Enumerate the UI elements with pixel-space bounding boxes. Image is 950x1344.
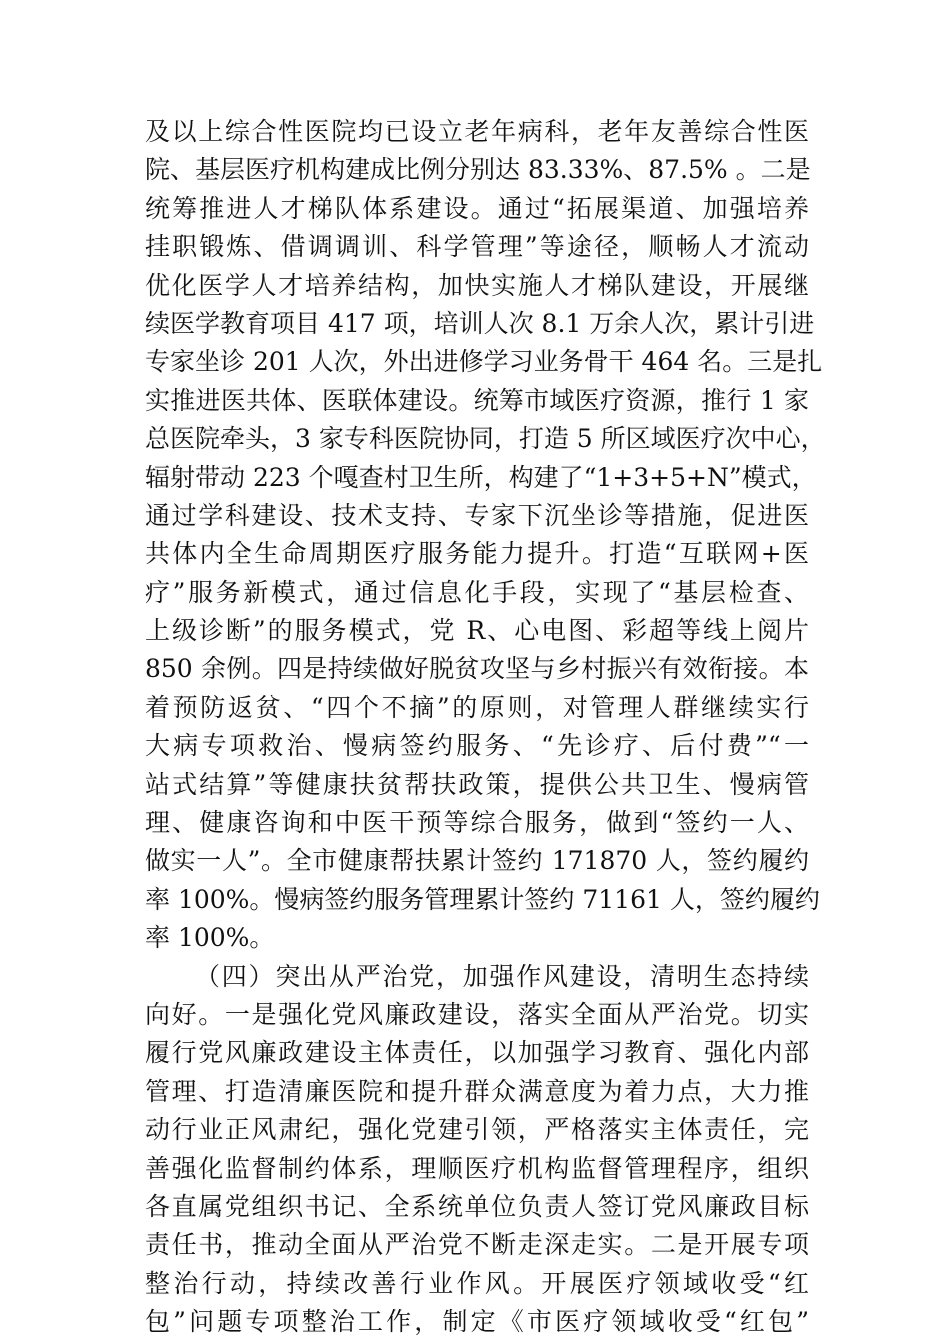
text-line: 包”问题专项整治工作，制定《市医疗领域收受“红包” [145,1307,809,1337]
text-line: 率 100%。慢病签约服务管理累计签约 71161 人，签约履约 [145,884,820,914]
text-line: 疗”服务新模式，通过信息化手段，实现了“基层检查、 [145,577,809,607]
text-line: 挂职锻炼、借调调训、科学管理”等途径，顺畅人才流动 [145,232,809,262]
text-line: 专家坐诊 201 人次，外出进修学习业务骨干 464 名。三是扎 [145,347,823,377]
text-line: 优化医学人才培养结构，加快实施人才梯队建设，开展继 [145,270,809,300]
section-heading-line: （四）突出从严治党，加强作风建设，清明生态持续 [195,961,809,991]
text-line: 动行业正风肃纪，强化党建引领，严格落实主体责任，完 [145,1115,809,1145]
text-line: 总医院牵头，3 家专科医院协同，打造 5 所区域医疗次中心， [145,424,826,454]
text-line: 统筹推进人才梯队体系建设。通过“拓展渠道、加强培养 [145,193,809,223]
text-line: 管理、打造清廉医院和提升群众满意度为着力点，大力推 [145,1076,809,1106]
text-line: 通过学科建设、技术支持、专家下沉坐诊等措施，促进医 [145,500,809,530]
text-line: 责任书，推动全面从严治党不断走深走实。二是开展专项 [145,1230,809,1260]
text-line: 做实一人”。全市健康帮扶累计签约 171870 人，签约履约 [145,846,809,876]
text-line: 院、基层医疗机构建成比例分别达 83.33%、87.5% 。二是 [145,155,811,185]
text-line: 共体内全生命周期医疗服务能力提升。打造“互联网+医 [145,539,809,569]
text-line: 履行党风廉政建设主体责任，以加强学习教育、强化内部 [145,1038,809,1068]
text-line: 辐射带动 223 个嘎查村卫生所，构建了“1+3+5+N”模式， [145,462,817,492]
text-line: 善强化监督制约体系，理顺医疗机构监督管理程序，组织 [145,1153,809,1183]
body-text [145,113,826,1342]
text-line: 850 余例。四是持续做好脱贫攻坚与乡村振兴有效衔接。本 [145,654,809,684]
text-line: 及以上综合性医院均已设立老年病科，老年友善综合性医 [145,117,809,146]
text-line: 站式结算”等健康扶贫帮扶政策，提供公共卫生、慢病管 [145,769,809,799]
text-line: 上级诊断”的服务模式，党 R、心电图、彩超等线上阅片 [145,616,809,646]
text-line: 实推进医共体、医联体建设。统筹市域医疗资源，推行 1 家 [145,385,809,415]
text-line: 着预防返贫、“四个不摘”的原则，对管理人群继续实行 [145,692,809,722]
text-line: 续医学教育项目 417 项，培训人次 8.1 万余人次，累计引进 [145,308,815,338]
text-line: 理、健康咨询和中医干预等综合服务，做到“签约一人、 [145,808,809,838]
text-line: 整治行动，持续改善行业作风。开展医疗领域收受“红 [145,1268,809,1298]
paragraph-end-line: 率 100%。 [145,923,275,953]
text-line: 向好。一是强化党风廉政建设，落实全面从严治党。切实 [145,999,809,1029]
text-line: 各直属党组织书记、全系统单位负责人签订党风廉政目标 [145,1191,809,1221]
text-line: 大病专项救治、慢病签约服务、“先诊疗、后付费”“一 [145,731,809,761]
